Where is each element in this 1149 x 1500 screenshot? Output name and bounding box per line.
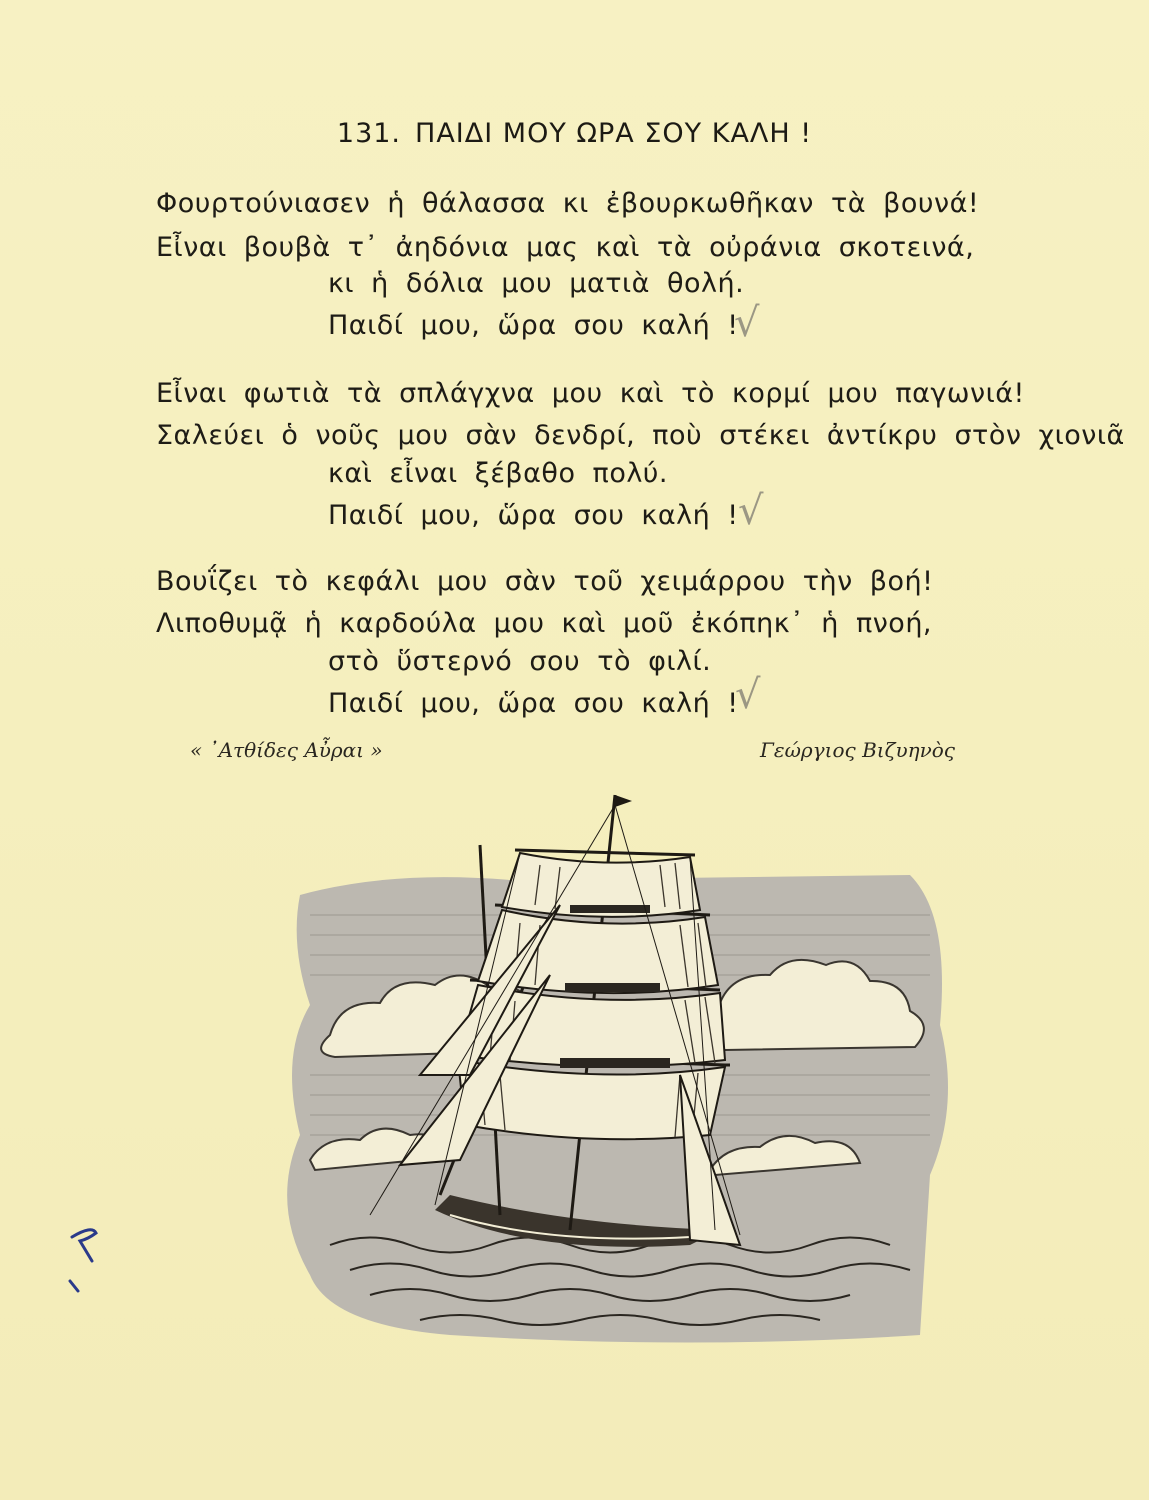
stanza-2-line-2: Σαλεύει ὁ νοῦς μου σὰν δενδρί, ποὺ στέκει ἀντίκρυ στὸν χιονιᾶ (156, 420, 1125, 451)
source-citation: « ᾿Ατθίδες Αὖραι » (190, 738, 383, 762)
stanza-1-line-3: κι ἡ δόλια μου ματιὰ θολή. (328, 268, 745, 299)
stanza-2-line-3: καὶ εἶναι ξέβαθο πολύ. (328, 458, 669, 489)
checkmark-annotation-1: √ (734, 300, 760, 346)
checkmark-annotation-2: √ (738, 488, 764, 534)
pen-margin-mark (58, 1215, 108, 1305)
flag (615, 795, 632, 807)
author-name: Γεώργιος Βιζυηνὸς (760, 738, 955, 762)
stanza-3-line-3: στὸ ὕστερνό σου τὸ φιλί. (328, 646, 712, 677)
stanza-3-refrain: Παιδί μου, ὥρα σου καλή ! (328, 688, 739, 719)
stanza-2-refrain: Παιδί μου, ὥρα σου καλή ! (328, 500, 739, 531)
stanza-2-line-1: Εἶναι φωτιὰ τὰ σπλάγχνα μου καὶ τὸ κορμί μου παγωνιά! (156, 378, 1025, 409)
sailing-ship-illustration (270, 775, 960, 1355)
stanza-3-line-1: Βουΐζει τὸ κεφάλι μου σὰν τοῦ χειμάρρου τὴν βοή! (156, 566, 934, 597)
checkmark-annotation-3: √ (735, 672, 761, 718)
poem-title-text: ΠΑΙΔΙ ΜΟΥ ΩΡΑ ΣΟΥ ΚΑΛΗ ! (415, 118, 813, 149)
stanza-1-line-1: Φουρτούνιασεν ἡ θάλασσα κι ἐβουρκωθῆκαν τὰ βουνά! (156, 188, 980, 219)
stanza-1-line-2: Εἶναι βουβὰ τ᾿ ἀηδόνια μας καὶ τὰ οὐράνια σκοτεινά, (156, 232, 975, 263)
stanza-3-line-2: Λιποθυμᾷ ἡ καρδούλα μου καὶ μοῦ ἐκόπηκ᾿ ἡ πνοή, (156, 608, 933, 639)
poem-number: 131. (336, 118, 402, 149)
poem-title (0, 118, 1149, 149)
stanza-1-refrain: Παιδί μου, ὥρα σου καλή ! (328, 310, 739, 341)
